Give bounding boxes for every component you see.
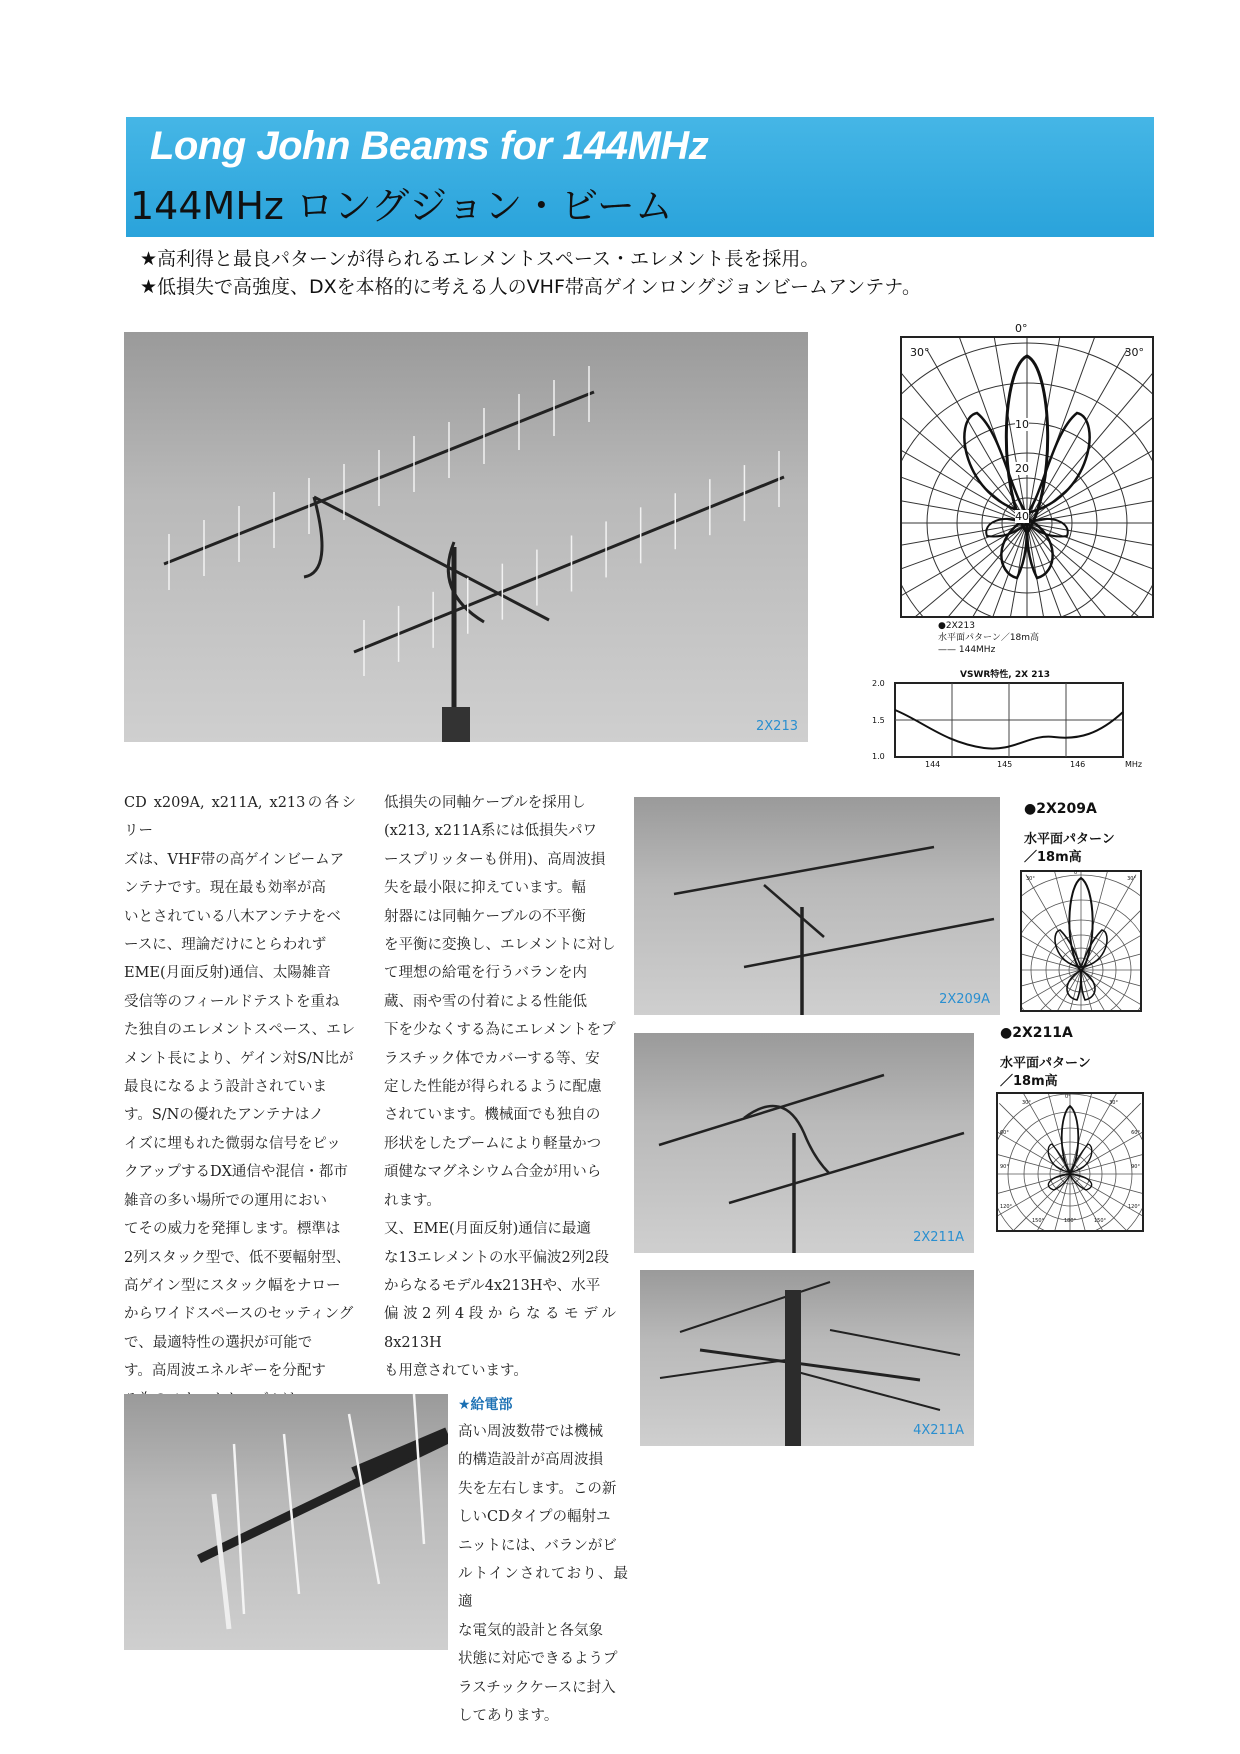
text-line: な電気的設計と各気象 xyxy=(458,1622,603,1639)
text-line: 又、EME(月面反射)通信に最適 xyxy=(384,1221,591,1238)
text-line: いとされている八木アンテナをベ xyxy=(124,908,341,925)
text-line: す。高周波エネルギーを分配す xyxy=(124,1363,326,1380)
text-line: も用意されています。 xyxy=(384,1363,528,1380)
feature-line-2: ★低損失で高強度、DXを本格的に考える人のVHF帯高ゲインロングジョンビームアンテナ。 xyxy=(140,276,921,298)
vswr-y-1.5: 1.5 xyxy=(872,716,885,725)
polar-caption-2x213 xyxy=(938,620,1039,656)
text-line: を平衡に変換し、エレメントに対し xyxy=(384,937,616,954)
polar-ring-20: 20 xyxy=(1015,462,1029,475)
p211-mr: 60° xyxy=(1131,1130,1140,1136)
photo-label-2x211a: 2X211A xyxy=(913,1230,964,1245)
text-line: メント長により、ゲイン対S/N比が xyxy=(124,1050,354,1067)
vswr-x-145: 145 xyxy=(997,760,1013,769)
vswr-y-2.0: 2.0 xyxy=(872,679,885,688)
p211-r120: 120° xyxy=(1127,1204,1140,1210)
pattern-2x209a-line1: 水平面パターン xyxy=(1024,832,1115,847)
vswr-title: VSWR特性, 2X 213 xyxy=(960,670,1050,680)
polar-grid-2x209a xyxy=(1022,872,1140,1010)
text-line: 高ゲイン型にスタック幅をナロー xyxy=(124,1277,341,1294)
polar-grid-2x213 xyxy=(902,338,1152,616)
text-line: 雑音の多い場所での運用におい xyxy=(124,1192,327,1209)
text-line: ンテナです。現在最も効率が高 xyxy=(124,880,326,897)
text-line: 射器には同軸ケーブルの不平衡 xyxy=(384,908,586,925)
polar-pattern-2x211a xyxy=(996,1092,1144,1232)
text-line: イズに埋もれた微弱な信号をピッ xyxy=(124,1135,341,1152)
text-line: ラスチック体でカバーする等、安 xyxy=(384,1050,600,1067)
pattern-2x211a-model: ●2X211A xyxy=(1000,1025,1073,1041)
feed-text xyxy=(458,1418,628,1730)
text-line: EME(月面反射)通信、太陽雑音 xyxy=(124,965,331,982)
text-line: 受信等のフィールドテストを重ね xyxy=(124,993,340,1010)
polar-ring-40: 40 xyxy=(1015,510,1029,523)
pattern-2x211a-line1: 水平面パターン xyxy=(1000,1056,1091,1071)
text-line: からなるモデル4x213Hや、水平 xyxy=(384,1277,601,1294)
vswr-y-1.0: 1.0 xyxy=(872,752,885,761)
text-line: てその威力を発揮します。標準は xyxy=(124,1221,341,1238)
photo-4x211a xyxy=(640,1270,974,1446)
p211-l90: 90° xyxy=(1000,1164,1009,1170)
body-column-2 xyxy=(384,789,616,1386)
text-line: 頑健なマグネシウム合金が用いら xyxy=(384,1164,602,1181)
text-line: す。S/Nの優れたアンテナはノ xyxy=(124,1107,324,1124)
caption-model: ●2X213 xyxy=(938,621,975,631)
text-line: してあります。 xyxy=(458,1708,559,1725)
text-line: 失を左右します。この新 xyxy=(458,1480,617,1497)
text-line: しいCDタイプの輻射ユ xyxy=(458,1509,611,1526)
photo-label-2x209a: 2X209A xyxy=(939,992,990,1007)
p211-b180: 180° xyxy=(1064,1218,1077,1224)
caption-frequency: —— 144MHz xyxy=(938,645,996,655)
text-line: ニットには、バランがビ xyxy=(458,1537,617,1554)
antenna-illustration-4x211a xyxy=(640,1270,974,1446)
text-line: されています。機械面でも独自の xyxy=(384,1107,601,1124)
text-line: 下を少なくする為にエレメントをプ xyxy=(384,1022,616,1039)
pattern-2x211a-line2: ／18m高 xyxy=(1000,1074,1058,1089)
antenna-illustration-2x211a xyxy=(634,1033,974,1253)
p211-b150l: 150° xyxy=(1032,1218,1045,1224)
antenna-illustration-2x213 xyxy=(124,332,808,742)
feed-heading: ★給電部 xyxy=(458,1397,513,1413)
polar-grid-2x211a xyxy=(998,1094,1142,1230)
text-line: 偏波2列4段からなるモデル8x213H xyxy=(384,1306,616,1351)
polar-pattern-2x209a xyxy=(1020,870,1142,1012)
vswr-unit: MHz xyxy=(1125,760,1143,769)
text-line: ズは、VHF帯の高ゲインビームア xyxy=(124,851,345,868)
p209-top: 0° xyxy=(1074,870,1080,876)
polar-label-left: 30° xyxy=(910,346,930,359)
vswr-x-144: 144 xyxy=(925,760,941,769)
p209-right: 30° xyxy=(1127,876,1136,882)
photo-2x213 xyxy=(124,332,808,742)
photo-label-4x211a: 4X211A xyxy=(913,1423,964,1438)
p209-left: 30° xyxy=(1026,876,1035,882)
polar-ring-10: 10 xyxy=(1015,418,1029,431)
polar-label-right: 30° xyxy=(1124,346,1144,359)
text-line: た独自のエレメントスペース、エレ xyxy=(124,1022,356,1039)
vswr-x-146: 146 xyxy=(1070,760,1086,769)
feature-line-1: ★高利得と最良パターンが得られるエレメントスペース・エレメント長を採用。 xyxy=(140,248,820,270)
photo-label-2x213: 2X213 xyxy=(756,719,798,734)
text-line: 状態に対応できるようプ xyxy=(458,1651,618,1668)
text-line: 蔵、雨や雪の付着による性能低 xyxy=(384,993,587,1010)
title-english: Long John Beams for 144MHz xyxy=(150,124,709,168)
text-line: ルトインされており、最適 xyxy=(458,1566,628,1611)
text-line: ースに、理論だけにとらわれず xyxy=(124,937,327,954)
caption-pattern: 水平面パターン／18m高 xyxy=(938,633,1040,643)
text-line: クアップするDX通信や混信・都市 xyxy=(124,1164,348,1181)
p211-ur: 30° xyxy=(1109,1100,1118,1106)
text-line: ースプリッターも併用)、高周波損 xyxy=(384,851,606,868)
p211-b150r: 150° xyxy=(1094,1218,1107,1224)
text-line: 高い周波数帯では機械 xyxy=(458,1424,603,1440)
pattern-2x209a-model: ●2X209A xyxy=(1024,801,1097,817)
antenna-illustration-2x209a xyxy=(634,797,1000,1015)
photo-2x211a xyxy=(634,1033,974,1253)
body-column-1 xyxy=(124,789,356,1414)
title-japanese: 144MHz ロングジョン・ビーム xyxy=(130,184,673,228)
polar-pattern-2x213 xyxy=(900,336,1154,618)
text-line: 2列スタック型で、低不要輻射型、 xyxy=(124,1249,351,1266)
p211-ml: 60° xyxy=(1000,1130,1009,1136)
p211-top: 0° xyxy=(1065,1094,1071,1100)
pattern-2x209a-line2: ／18m高 xyxy=(1024,850,1082,865)
text-line: 定した性能が得られるように配慮 xyxy=(384,1079,602,1096)
text-line: で、最適特性の選択が可能で xyxy=(124,1334,313,1351)
p211-r90: 90° xyxy=(1131,1164,1140,1170)
photo-2x209a xyxy=(634,797,1000,1015)
text-line: 形状をしたブームにより軽量かつ xyxy=(384,1135,602,1152)
p211-l120: 120° xyxy=(1000,1204,1013,1210)
text-line: な13エレメントの水平偏波2列2段 xyxy=(384,1249,609,1266)
p211-ul: 30° xyxy=(1022,1100,1031,1106)
vswr-chart xyxy=(894,682,1124,758)
photo-feed-unit xyxy=(124,1394,448,1650)
text-line: からワイドスペースのセッティング xyxy=(124,1306,354,1323)
polar-label-top: 0° xyxy=(1015,322,1028,335)
vswr-plot xyxy=(894,682,1124,758)
text-line: れます。 xyxy=(384,1192,441,1209)
text-line: 的構造設計が高周波損 xyxy=(458,1452,603,1469)
feed-unit-illustration xyxy=(124,1394,448,1650)
text-line: ラスチックケースに封入 xyxy=(458,1679,616,1696)
text-line: CD x209A, x211A, x213の各シリー xyxy=(124,795,356,840)
text-line: (x213, x211A系には低損失パワ xyxy=(384,823,598,840)
text-line: て理想の給電を行うバランを内 xyxy=(384,965,587,982)
text-line: 低損失の同軸ケーブルを採用し xyxy=(384,795,586,811)
text-line: 失を最小限に抑えています。輻 xyxy=(384,880,586,897)
text-line: 最良になるよう設計されていま xyxy=(124,1079,327,1096)
feed-section xyxy=(458,1394,628,1730)
